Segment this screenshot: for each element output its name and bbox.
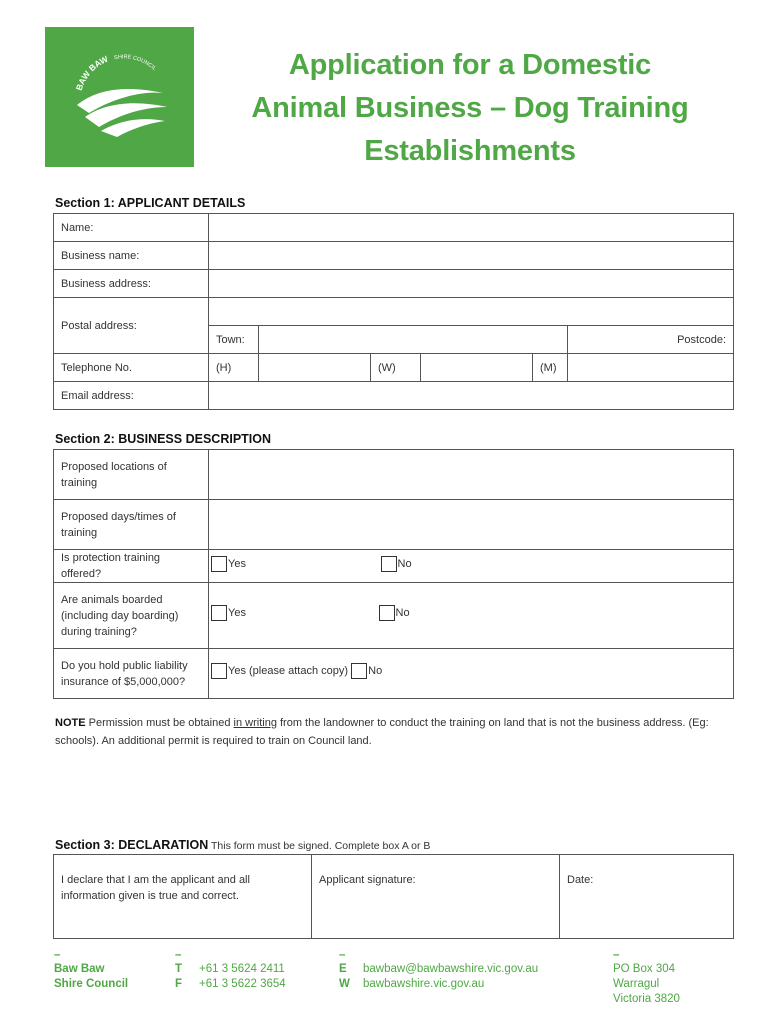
footer-contact — [339, 948, 538, 992]
footer-t-label: T — [175, 963, 183, 975]
email-field[interactable] — [209, 382, 734, 410]
footer-po-line-1: PO Box 304 — [613, 963, 676, 975]
section-3-heading — [55, 838, 430, 852]
logo-brand-text: BAW BAW — [73, 53, 110, 92]
no-label: No — [368, 665, 383, 677]
days-times-field[interactable] — [209, 500, 734, 550]
section-2-heading: Section 2: BUSINESS DESCRIPTION — [55, 432, 272, 446]
tel-mobile-label: (M) — [533, 354, 568, 382]
no-label: No — [395, 607, 410, 619]
postal-address-field[interactable] — [209, 298, 734, 326]
footer-f-label: F — [175, 978, 183, 990]
days-times-label: Proposed days/times of training — [54, 500, 209, 550]
title-line-1: Application for a Domestic — [288, 49, 652, 81]
note-underlined: in writing — [233, 717, 277, 729]
email-label: Email address: — [54, 382, 209, 410]
telephone-label: Telephone No. — [54, 354, 209, 382]
footer-w-label: W — [339, 978, 350, 990]
signature-box[interactable] — [312, 855, 560, 939]
town-label: Town: — [209, 326, 259, 354]
footer-phone — [175, 948, 286, 992]
yes-label: Yes — [228, 607, 246, 619]
footer-fax-value: +61 3 5622 3654 — [199, 978, 286, 990]
locations-field[interactable] — [209, 450, 734, 500]
insurance-no-option[interactable] — [351, 663, 382, 679]
boarded-label: Are animals boarded (including day boarding) during training? — [54, 583, 209, 649]
postcode-label: Postcode: — [568, 326, 734, 354]
footer-dash: – — [54, 949, 61, 961]
protection-no-checkbox[interactable] — [381, 556, 397, 572]
section-3-title: Section 3: DECLARATION — [55, 838, 209, 852]
date-box[interactable] — [560, 855, 734, 939]
business-address-field[interactable] — [209, 270, 734, 298]
yes-attach-label: Yes (please attach copy) — [228, 665, 349, 677]
note-label: NOTE — [55, 717, 86, 729]
note-paragraph — [55, 714, 725, 750]
boarded-yes-option[interactable] — [211, 605, 246, 621]
footer-dash: – — [613, 949, 620, 961]
locations-label: Proposed locations of training — [54, 450, 209, 500]
applicant-details-table — [53, 213, 734, 410]
council-logo — [45, 27, 194, 167]
yes-label: Yes — [228, 557, 246, 570]
footer-org-line-2: Shire Council — [54, 978, 129, 990]
tel-work-label: (W) — [371, 354, 421, 382]
business-description-table — [53, 449, 734, 699]
footer-org-line-1: Baw Baw — [54, 963, 105, 975]
title-line-2: Animal Business – Dog Training — [251, 92, 689, 124]
tel-mobile-field[interactable] — [568, 354, 734, 382]
town-field[interactable] — [259, 326, 568, 354]
page-title — [205, 44, 735, 173]
declaration-statement: I declare that I am the applicant and all information given is true and correct. — [54, 855, 312, 939]
business-name-field[interactable] — [209, 242, 734, 270]
protection-yes-checkbox[interactable] — [211, 556, 227, 572]
footer-postal — [613, 948, 680, 1007]
no-label: No — [397, 557, 412, 570]
insurance-label: Do you hold public liability insurance of $5,000,000? — [54, 649, 209, 699]
protection-no-option[interactable] — [381, 556, 412, 572]
insurance-yes-checkbox[interactable] — [211, 663, 227, 679]
insurance-yes-option[interactable] — [211, 663, 348, 679]
title-line-3: Establishments — [364, 135, 576, 167]
tel-home-label: (H) — [209, 354, 259, 382]
section-1-heading: Section 1: APPLICANT DETAILS — [55, 196, 246, 210]
footer-web-link[interactable]: bawbawshire.vic.gov.au — [363, 978, 485, 990]
tel-work-field[interactable] — [421, 354, 533, 382]
footer-email-link[interactable]: bawbaw@bawbawshire.vic.gov.au — [363, 963, 539, 975]
boarded-no-checkbox[interactable] — [379, 605, 395, 621]
footer-po-line-2: Warragul — [613, 978, 660, 990]
business-address-label: Business address: — [54, 270, 209, 298]
footer-po-line-3: Victoria 3820 — [613, 993, 680, 1005]
name-label: Name: — [54, 214, 209, 242]
postal-address-label: Postal address: — [54, 298, 209, 354]
footer-dash: – — [175, 949, 182, 961]
logo-sub-text: SHIRE COUNCIL — [113, 54, 158, 73]
boarded-yes-checkbox[interactable] — [211, 605, 227, 621]
footer-phone-value[interactable]: +61 3 5624 2411 — [199, 963, 285, 975]
footer-e-label: E — [339, 963, 347, 975]
business-name-label: Business name: — [54, 242, 209, 270]
note-text-1: Permission must be obtained — [85, 717, 234, 729]
insurance-no-checkbox[interactable] — [351, 663, 367, 679]
declaration-table — [53, 854, 734, 939]
footer-dash: – — [339, 949, 346, 961]
tel-home-field[interactable] — [259, 354, 371, 382]
section-3-instruction: This form must be signed. Complete box A or B — [208, 840, 431, 852]
boarded-no-option[interactable] — [379, 605, 410, 621]
signature-label: Applicant signature: — [319, 874, 416, 886]
date-label: Date: — [567, 874, 594, 886]
protection-label: Is protection training offered? — [54, 550, 209, 583]
note-text-2: from the landowner to conduct the training on land that is not the business address. (Eg: schools). An additional permit is required to train on Council land. — [55, 717, 709, 747]
protection-yes-option[interactable] — [211, 556, 246, 572]
footer-org — [54, 948, 128, 992]
name-field[interactable] — [209, 214, 734, 242]
